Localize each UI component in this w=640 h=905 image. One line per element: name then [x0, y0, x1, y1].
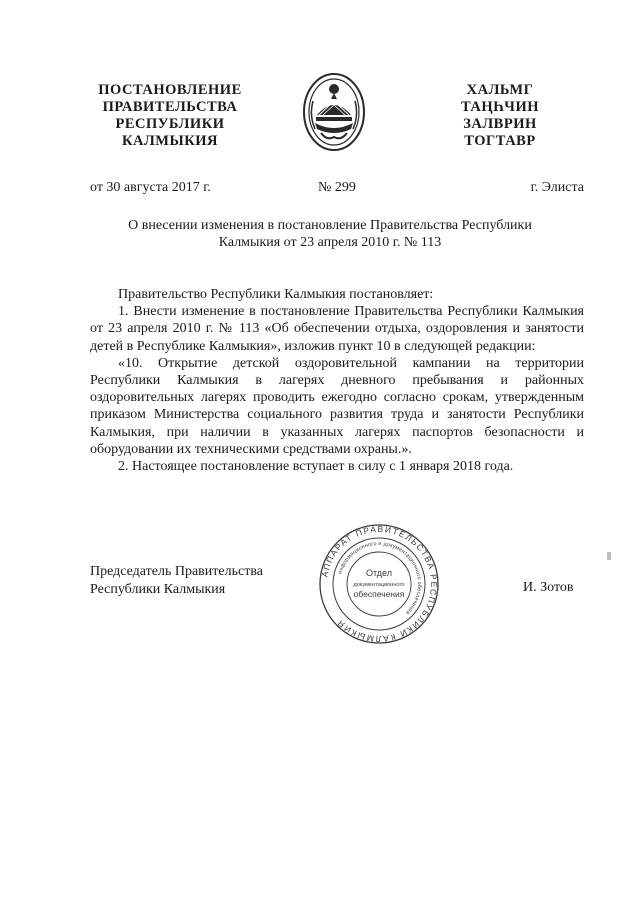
signature-role-line: Республики Калмыкия: [90, 582, 226, 597]
header-left-title: [70, 82, 270, 150]
signature-role-line: Председатель Правительства: [90, 564, 263, 579]
header-left-line: ПОСТАНОВЛЕНИЕ: [98, 82, 242, 98]
stamp-inner-text: информационного и документационного обеспечения: [337, 540, 423, 616]
kalmykia-emblem-icon: [301, 71, 367, 153]
document-title-line: О внесении изменения в постановление Правительства Республики: [128, 218, 532, 233]
document-title: [110, 217, 550, 251]
header-left-line: ПРАВИТЕЛЬСТВА: [102, 99, 238, 115]
document-date: от 30 августа 2017 г.: [90, 180, 211, 195]
margin-mark: [607, 552, 611, 560]
signature-name: И. Зотов: [523, 580, 574, 595]
stamp-outer-text: АППАРАТ ПРАВИТЕЛЬСТВА РЕСПУБЛИКИ КАЛМЫКИЯ: [319, 523, 440, 645]
header-right-line: ХАЛЬМГ: [466, 82, 534, 98]
stamp-center-line: Отдел: [365, 568, 393, 578]
official-stamp: [318, 523, 440, 645]
document-city: г. Элиста: [530, 180, 584, 195]
stamp-center-line: документационного: [353, 582, 405, 588]
document-title-line: Калмыкия от 23 апреля 2010 г. № 113: [218, 235, 442, 250]
body-quote: «10. Открытие детской оздоровительной кампании на территории Республики Калмыкия в лагерях дневного пребывания и районных оздоровительных лагерях проводить ежегодно согласно срокам, утвержденным приказом Министерства социального развития труда и занятости Республики Калмыкия, при наличии в указанных лагерях паспортов безопасности и оборудовании их техническими средствами охраны.».: [90, 355, 584, 457]
header-right-line: ТОГТАВР: [464, 133, 536, 149]
body-item-2: 2. Настоящее постановление вступает в силу с 1 января 2018 года.: [118, 459, 514, 475]
document-number: № 299: [318, 180, 356, 195]
header-right-title: [440, 82, 560, 150]
document-body: [90, 286, 584, 475]
stamp-center-line: обеспечения: [353, 589, 405, 599]
header-right-line: ЗАЛВРИН: [463, 116, 537, 132]
header-left-line: КАЛМЫКИЯ: [122, 133, 218, 149]
body-preamble: Правительство Республики Калмыкия постановляет:: [118, 287, 434, 302]
header-left-line: РЕСПУБЛИКИ: [115, 116, 225, 132]
body-item-1: 1. Внести изменение в постановление Правительства Республики Калмыкия от 23 апреля 2010 г. № 113 «Об обеспечении отдыха, оздоровления и занятости детей в Республике Калмыкия», изложив пункт 10 в следующей редакции:: [90, 304, 584, 354]
header-right-line: ТАҢҺЧИН: [460, 99, 540, 115]
signature-role: [90, 563, 263, 599]
